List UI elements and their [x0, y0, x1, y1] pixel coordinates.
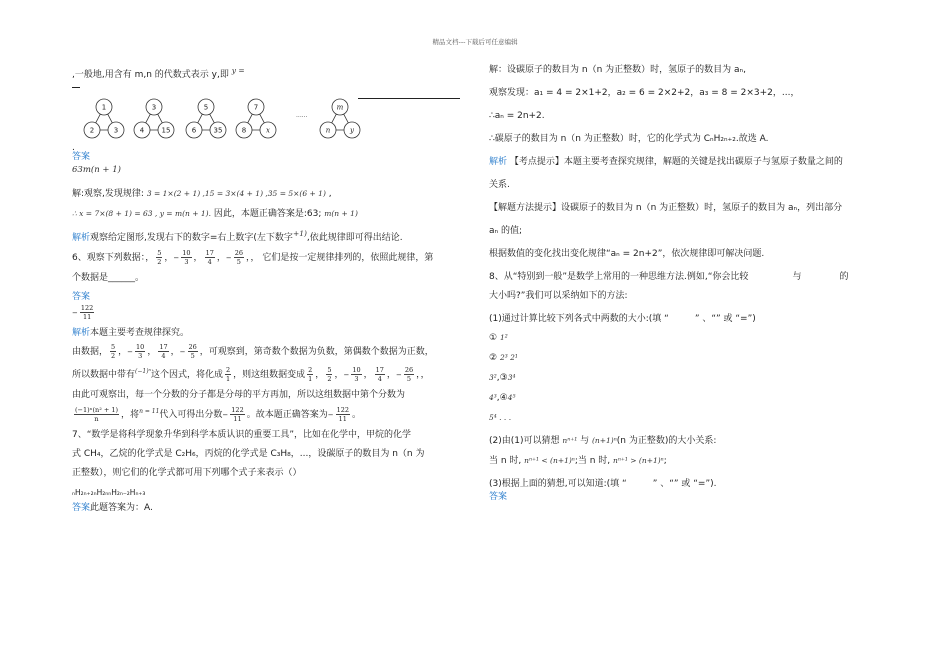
fraction	[343, 366, 363, 383]
dot-line: .	[72, 145, 75, 151]
fraction-numerator: 5	[327, 366, 332, 374]
fraction-denominator: 3	[138, 352, 143, 360]
fraction-numerator: 26	[404, 366, 414, 374]
fraction-numerator: 10	[352, 366, 361, 374]
figure-node-label: 7	[253, 103, 259, 112]
fraction-numerator: (−1)ⁿ(n² + 1)	[75, 406, 119, 414]
triangle-figure	[236, 99, 276, 138]
fraction-denominator: 11	[82, 313, 92, 321]
q8-part-1: (1)通过计算比较下列各式中两数的大小:(填 “ ” 、“” 或 “=”)	[489, 314, 756, 324]
fraction-numerator: 5	[157, 249, 162, 257]
fraction	[327, 406, 352, 423]
figure-node-label: 3	[113, 126, 119, 135]
q6-blank[interactable]: ______	[108, 273, 136, 283]
r-sol-3: ∴aₙ = 2n+2.	[489, 111, 545, 121]
q8-line-2: 大小吗?”我们可以采纳如下的方法:	[489, 291, 628, 301]
triangle-figures	[78, 97, 378, 143]
q5-intro: ,一般地,用含有 m,n 的代数式表示 y,即 $^{y =}$	[72, 66, 245, 80]
triangle-figure	[84, 99, 124, 138]
figure-node-label: 4	[139, 126, 145, 135]
fraction-sign: −	[72, 309, 78, 317]
figure-node-label: 15	[161, 126, 171, 135]
fraction-sign: −	[343, 371, 350, 379]
r-method-2: aₙ 的值;	[489, 226, 522, 236]
answer-label-q6: 答案	[72, 292, 91, 302]
r-analysis-2: 关系.	[489, 180, 510, 190]
q7-line-3: 正整数），则它们的化学式都可用下列哪个式子来表示（）	[72, 468, 302, 478]
q7-line-1: 7、“数学是将科学现象升华到科学本质认识的重要工具”，比如在化学中，甲烷的化学	[72, 430, 412, 440]
fraction	[72, 304, 96, 321]
fraction	[179, 343, 200, 360]
fraction-numerator: 122	[80, 304, 94, 312]
q5-analysis: 解析观察给定图形,发现右下的数字=右上数字(左下数字$^{+1)}$,依此规律即可得出结论.	[72, 229, 403, 243]
figure-node-label: 5	[203, 103, 209, 112]
figure-node-label: 3	[151, 103, 157, 112]
fraction-sign: −	[179, 348, 186, 356]
q6-analysis: 解析本题主要考查规律探究。	[72, 328, 190, 338]
fraction-numerator: 10	[182, 249, 191, 257]
fraction	[72, 406, 121, 423]
fraction-denominator: 4	[377, 375, 382, 383]
fraction-sign: −	[395, 371, 402, 379]
fraction-denominator: 1	[308, 375, 313, 383]
q5-y-math: y =	[231, 66, 245, 75]
fraction-denominator: 5	[406, 375, 412, 383]
figure-node-label: x	[266, 126, 270, 135]
r-method-3: 根据数值的变化找出变化规律“aₙ = 2n+2”，依次规律即可解决问题.	[489, 249, 765, 259]
fraction-denominator: 11	[338, 415, 347, 423]
q8-part-3: (3)根据上面的猜想,可以知道:(填 “ ” 、“” 或 “=”).	[489, 479, 717, 489]
fraction-numerator: 26	[188, 343, 197, 351]
figure-node-label: 35	[213, 126, 223, 135]
fraction-denominator: 4	[161, 352, 166, 360]
figure-node-label: n	[325, 126, 331, 135]
figure-node-label: m	[336, 103, 344, 112]
figure-node-label: y	[350, 126, 354, 135]
fraction-numerator: 26	[234, 249, 244, 257]
fraction	[108, 343, 118, 360]
q6-answer	[72, 304, 467, 321]
q8-item-1: ① 1²	[489, 333, 508, 343]
fraction-numerator: 122	[336, 406, 350, 414]
fraction	[127, 343, 147, 360]
q6-step-3: 由此可观察出，每一个分数的分子都是分母的平方再加，所以这组数据中第个分数为	[72, 390, 406, 400]
fraction-numerator: 10	[136, 343, 145, 351]
q8-item-5: 5⁴ . . .	[489, 413, 512, 422]
r-method: 【解题方法提示】设碳原子的数目为 n（n 为正整数）时，氢原子的数目为 aₙ，列出部分	[489, 203, 843, 213]
fraction	[223, 366, 233, 383]
fraction-numerator: 17	[159, 343, 168, 351]
fraction-sign: −	[222, 411, 229, 419]
q8-line-1: 8、从“特别到一般”是数学上常用的一种思维方法.例如,“你会比较 与 的	[489, 272, 849, 282]
fraction-denominator: 4	[207, 258, 212, 266]
q6-line-2: 个数据是______。	[72, 273, 145, 283]
q8-part-2: (2)由(1)可以猜想 nⁿ⁺¹ 与 (n+1)ⁿ(n 为正整数)的大小关系:	[489, 436, 717, 446]
fraction-denominator: 2	[111, 352, 116, 360]
q8-item-2: ② 2³ 2¹	[489, 353, 518, 363]
figure-ellipsis: ......	[296, 112, 308, 119]
q5-answer: 63m(n + 1)	[72, 165, 121, 175]
q5-dash-line	[72, 82, 467, 95]
fraction-numerator: 17	[375, 366, 384, 374]
right-column	[489, 64, 884, 504]
fraction	[173, 249, 193, 266]
fraction-denominator: n	[94, 415, 99, 423]
figure-node-label: 2	[89, 126, 95, 135]
fraction-numerator: 2	[226, 366, 231, 374]
q6-step-4: $\frac{\text{(−1)ⁿ(n² + 1)}}{n}$ ，将$^{n = 11}$代入可得出分数− $\frac{122}{11}$ 。故本题正确答案为− $\frac{122}{11}$ 。	[72, 405, 467, 423]
r-analysis: 解析 【考点提示】本题主要考查探究规律，解题的关键是找出碳原子与氢原子数量之间的	[489, 157, 843, 167]
fraction-numerator: 5	[111, 343, 116, 351]
fraction	[305, 366, 315, 383]
fraction	[203, 249, 217, 266]
dash-mark	[72, 87, 80, 88]
r-sol-4: ∴碳原子的数目为 n（n 为正整数）时，它的化学式为 CₙH₂ₙ₊₂.故选 A.	[489, 134, 769, 144]
triangle-figure	[134, 99, 174, 138]
fraction	[225, 249, 246, 266]
q6-fractions: $\frac{5}{2}$ ，− $\frac{10}{3}$ ， $\frac{17}{4}$ ，− $\frac{26}{5}$	[154, 253, 246, 263]
fraction	[222, 406, 246, 423]
left-column	[72, 64, 467, 515]
fraction-sign: −	[225, 254, 232, 262]
fraction-denominator: 1	[226, 375, 231, 383]
q6-line-1: 6、观察下列数据：， $\frac{5}{2}$ ，− $\frac{10}{3}$ ， $\frac{17}{4}$ ，− $\frac{26}{5}$ ，， 它们是按一定规律排列的，依照此规律，第	[72, 249, 434, 266]
fraction	[156, 343, 170, 360]
fraction-denominator: 2	[157, 258, 162, 266]
q8-item-4: 4³,④4⁵	[489, 393, 516, 403]
fraction-sign: −	[127, 348, 134, 356]
q8-item-3: 3²,③3⁴	[489, 373, 516, 383]
figure-node-label: 8	[241, 126, 247, 135]
q7-answer: 答案此题答案为：A.	[72, 503, 153, 513]
fraction-denominator: 5	[190, 352, 195, 360]
fraction-numerator: 17	[205, 249, 214, 257]
fraction	[154, 249, 164, 266]
answer-label-q5: 答案	[72, 152, 91, 162]
fraction-denominator: 5	[236, 258, 241, 266]
q5-solution-2: ∴ x = 7×(8 + 1) = 63 , y = m(n + 1). 因此，本题正确答案是:63; m(n + 1)	[72, 209, 358, 219]
fraction-denominator: 11	[233, 415, 242, 423]
fraction-sign: −	[327, 411, 334, 419]
fraction-denominator: 3	[354, 375, 359, 383]
q8-part-2b: 当 n 时, nⁿ⁺¹ < (n+1)ⁿ;当 n 时, nⁿ⁺¹ > (n+1)ⁿ;	[489, 456, 667, 466]
answer-label-q8: 答案	[489, 492, 508, 502]
fraction	[373, 366, 387, 383]
page-header: 精品文档---下载后可任意编辑	[432, 38, 518, 46]
triangle-figure	[320, 99, 360, 138]
q6-step-1: 由数据， $\frac{5}{2}$ ，− $\frac{10}{3}$ ， $\frac{17}{4}$ ，− $\frac{26}{5}$ ，可观察到，第奇数个数据为负数，第偶数个数据为正数，	[72, 343, 434, 360]
q7-line-2: 式 CH₄，乙烷的化学式是 C₂H₆，丙烷的化学式是 C₃H₈，...，设碳原子的数目为 n（n 为	[72, 449, 425, 459]
r-sol-2: 观察发现：a₁ = 4 = 2×1+2，a₂ = 6 = 2×2+2，a₃ = 8 = 2×3+2，...，	[489, 88, 800, 98]
figure-node-label: 6	[191, 126, 197, 135]
q5-solution-1: 解:观察,发现规律: 3 = 1×(2 + 1) ,15 = 3×(4 + 1) ,35 = 5×(6 + 1) ,	[72, 189, 332, 199]
q6-step-2: 所以数据中带有$^{(-1)^n}$这个因式，将化成 $\frac{2}{1}$ ，则这组数据变成 $\frac{2}{1}$ ， $\frac{5}{2}$ ，− $\frac{10}{3}$ ， $\frac{17}{4}$ ，− $\frac{26}{5}$ ，，	[72, 366, 430, 383]
fraction-denominator: 2	[327, 375, 332, 383]
fraction-denominator: 3	[184, 258, 189, 266]
fraction	[324, 366, 334, 383]
r-sol-1: 解：设碳原子的数目为 n（n 为正整数）时，氢原子的数目为 aₙ,	[489, 65, 746, 75]
q7-options: ₙH₂ₙ₊₂ₙH₂ₙₙH₂ₙ₋₂Hₙ₊₃	[72, 488, 146, 497]
fraction-numerator: 2	[308, 366, 313, 374]
triangle-figure	[186, 99, 226, 138]
fraction-numerator: 122	[231, 406, 244, 414]
fraction-sign: −	[173, 254, 180, 262]
figure-node-label: 1	[101, 103, 107, 112]
fraction	[395, 366, 416, 383]
